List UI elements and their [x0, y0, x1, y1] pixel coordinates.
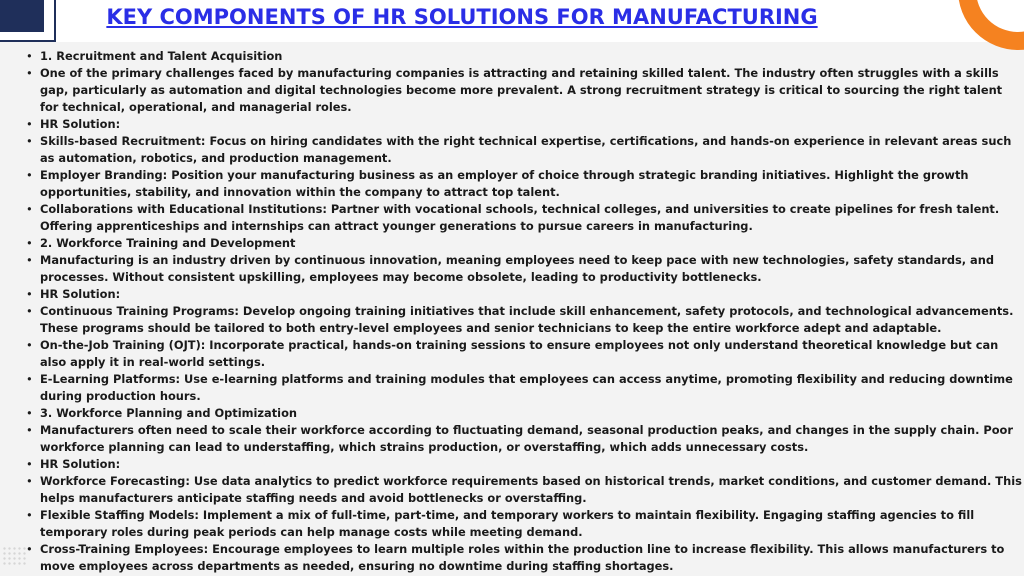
- list-item: • Manufacturers often need to scale their workforce according to fluctuating demand, seasonal production peaks, and changes in the supply chain. Poor workforce planning can lead to understaffing, which strains production, or overstaffing, which adds unnecessary costs.: [26, 422, 1022, 456]
- list-item: • Skills-based Recruitment: Focus on hiring candidates with the right technical expertise, certifications, and hands-on experience in relevant areas such as automation, robotics, and production management.: [26, 133, 1022, 167]
- hr-solution-label: • HR Solution:: [26, 116, 1022, 133]
- list-item: • One of the primary challenges faced by manufacturing companies is attracting and retaining skilled talent. The industry often struggles with a skills gap, particularly as automation and digital technologies become more prevalent. A strong recruitment strategy is critical to sourcing the right talent for technical, operational, and managerial roles.: [26, 65, 1022, 116]
- section-heading-training: • 2. Workforce Training and Development: [26, 235, 1022, 252]
- list-item: • Employer Branding: Position your manufacturing business as an employer of choice through strategic branding initiatives. Highlight the growth opportunities, stability, and innovation within the company to attract top talent.: [26, 167, 1022, 201]
- list-item: • Workforce Forecasting: Use data analytics to predict workforce requirements based on historical trends, market conditions, and customer demand. This helps manufacturers anticipate staffing needs and avoid bottlenecks or overstaffing.: [26, 473, 1022, 507]
- list-item: • E-Learning Platforms: Use e-learning platforms and training modules that employees can access anytime, promoting flexibility and reducing downtime during production hours.: [26, 371, 1022, 405]
- section-heading-planning: • 3. Workforce Planning and Optimization: [26, 405, 1022, 422]
- list-item: • Manufacturing is an industry driven by continuous innovation, meaning employees need to keep pace with new technologies, safety standards, and processes. Without consistent upskilling, employees may become obsolete, leading to productivity bottlenecks.: [26, 252, 1022, 286]
- section-heading-recruitment: • 1. Recruitment and Talent Acquisition: [26, 48, 1022, 65]
- hr-solution-label: • HR Solution:: [26, 286, 1022, 303]
- list-item: • Flexible Staffing Models: Implement a mix of full-time, part-time, and temporary workers to maintain flexibility. Engaging staffing agencies to fill temporary roles during peak periods can help manage costs while meeting demand.: [26, 507, 1022, 541]
- bullet-list: [26, 48, 1022, 575]
- page-title: KEY COMPONENTS OF HR SOLUTIONS FOR MANUFACTURING: [106, 5, 818, 29]
- list-item: • Collaborations with Educational Institutions: Partner with vocational schools, technical colleges, and universities to create pipelines for fresh talent. Offering apprenticeships and internships can attract younger generations to pursue careers in manufacturing.: [26, 201, 1022, 235]
- list-item: • On-the-Job Training (OJT): Incorporate practical, hands-on training sessions to ensure employees not only understand theoretical knowledge but can also apply it in real-world settings.: [26, 337, 1022, 371]
- hr-solution-label: • HR Solution:: [26, 456, 1022, 473]
- list-item: • Cross-Training Employees: Encourage employees to learn multiple roles within the production line to increase flexibility. This allows manufacturers to move employees across departments as needed, ensuring no downtime during staffing shortages.: [26, 541, 1022, 575]
- dot-pattern-decoration: [2, 546, 28, 566]
- list-item: • Continuous Training Programs: Develop ongoing training initiatives that include skill enhancement, safety protocols, and technological advancements. These programs should be tailored to both entry-level employees and senior technicians to keep the entire workforce adept and adaptable.: [26, 303, 1022, 337]
